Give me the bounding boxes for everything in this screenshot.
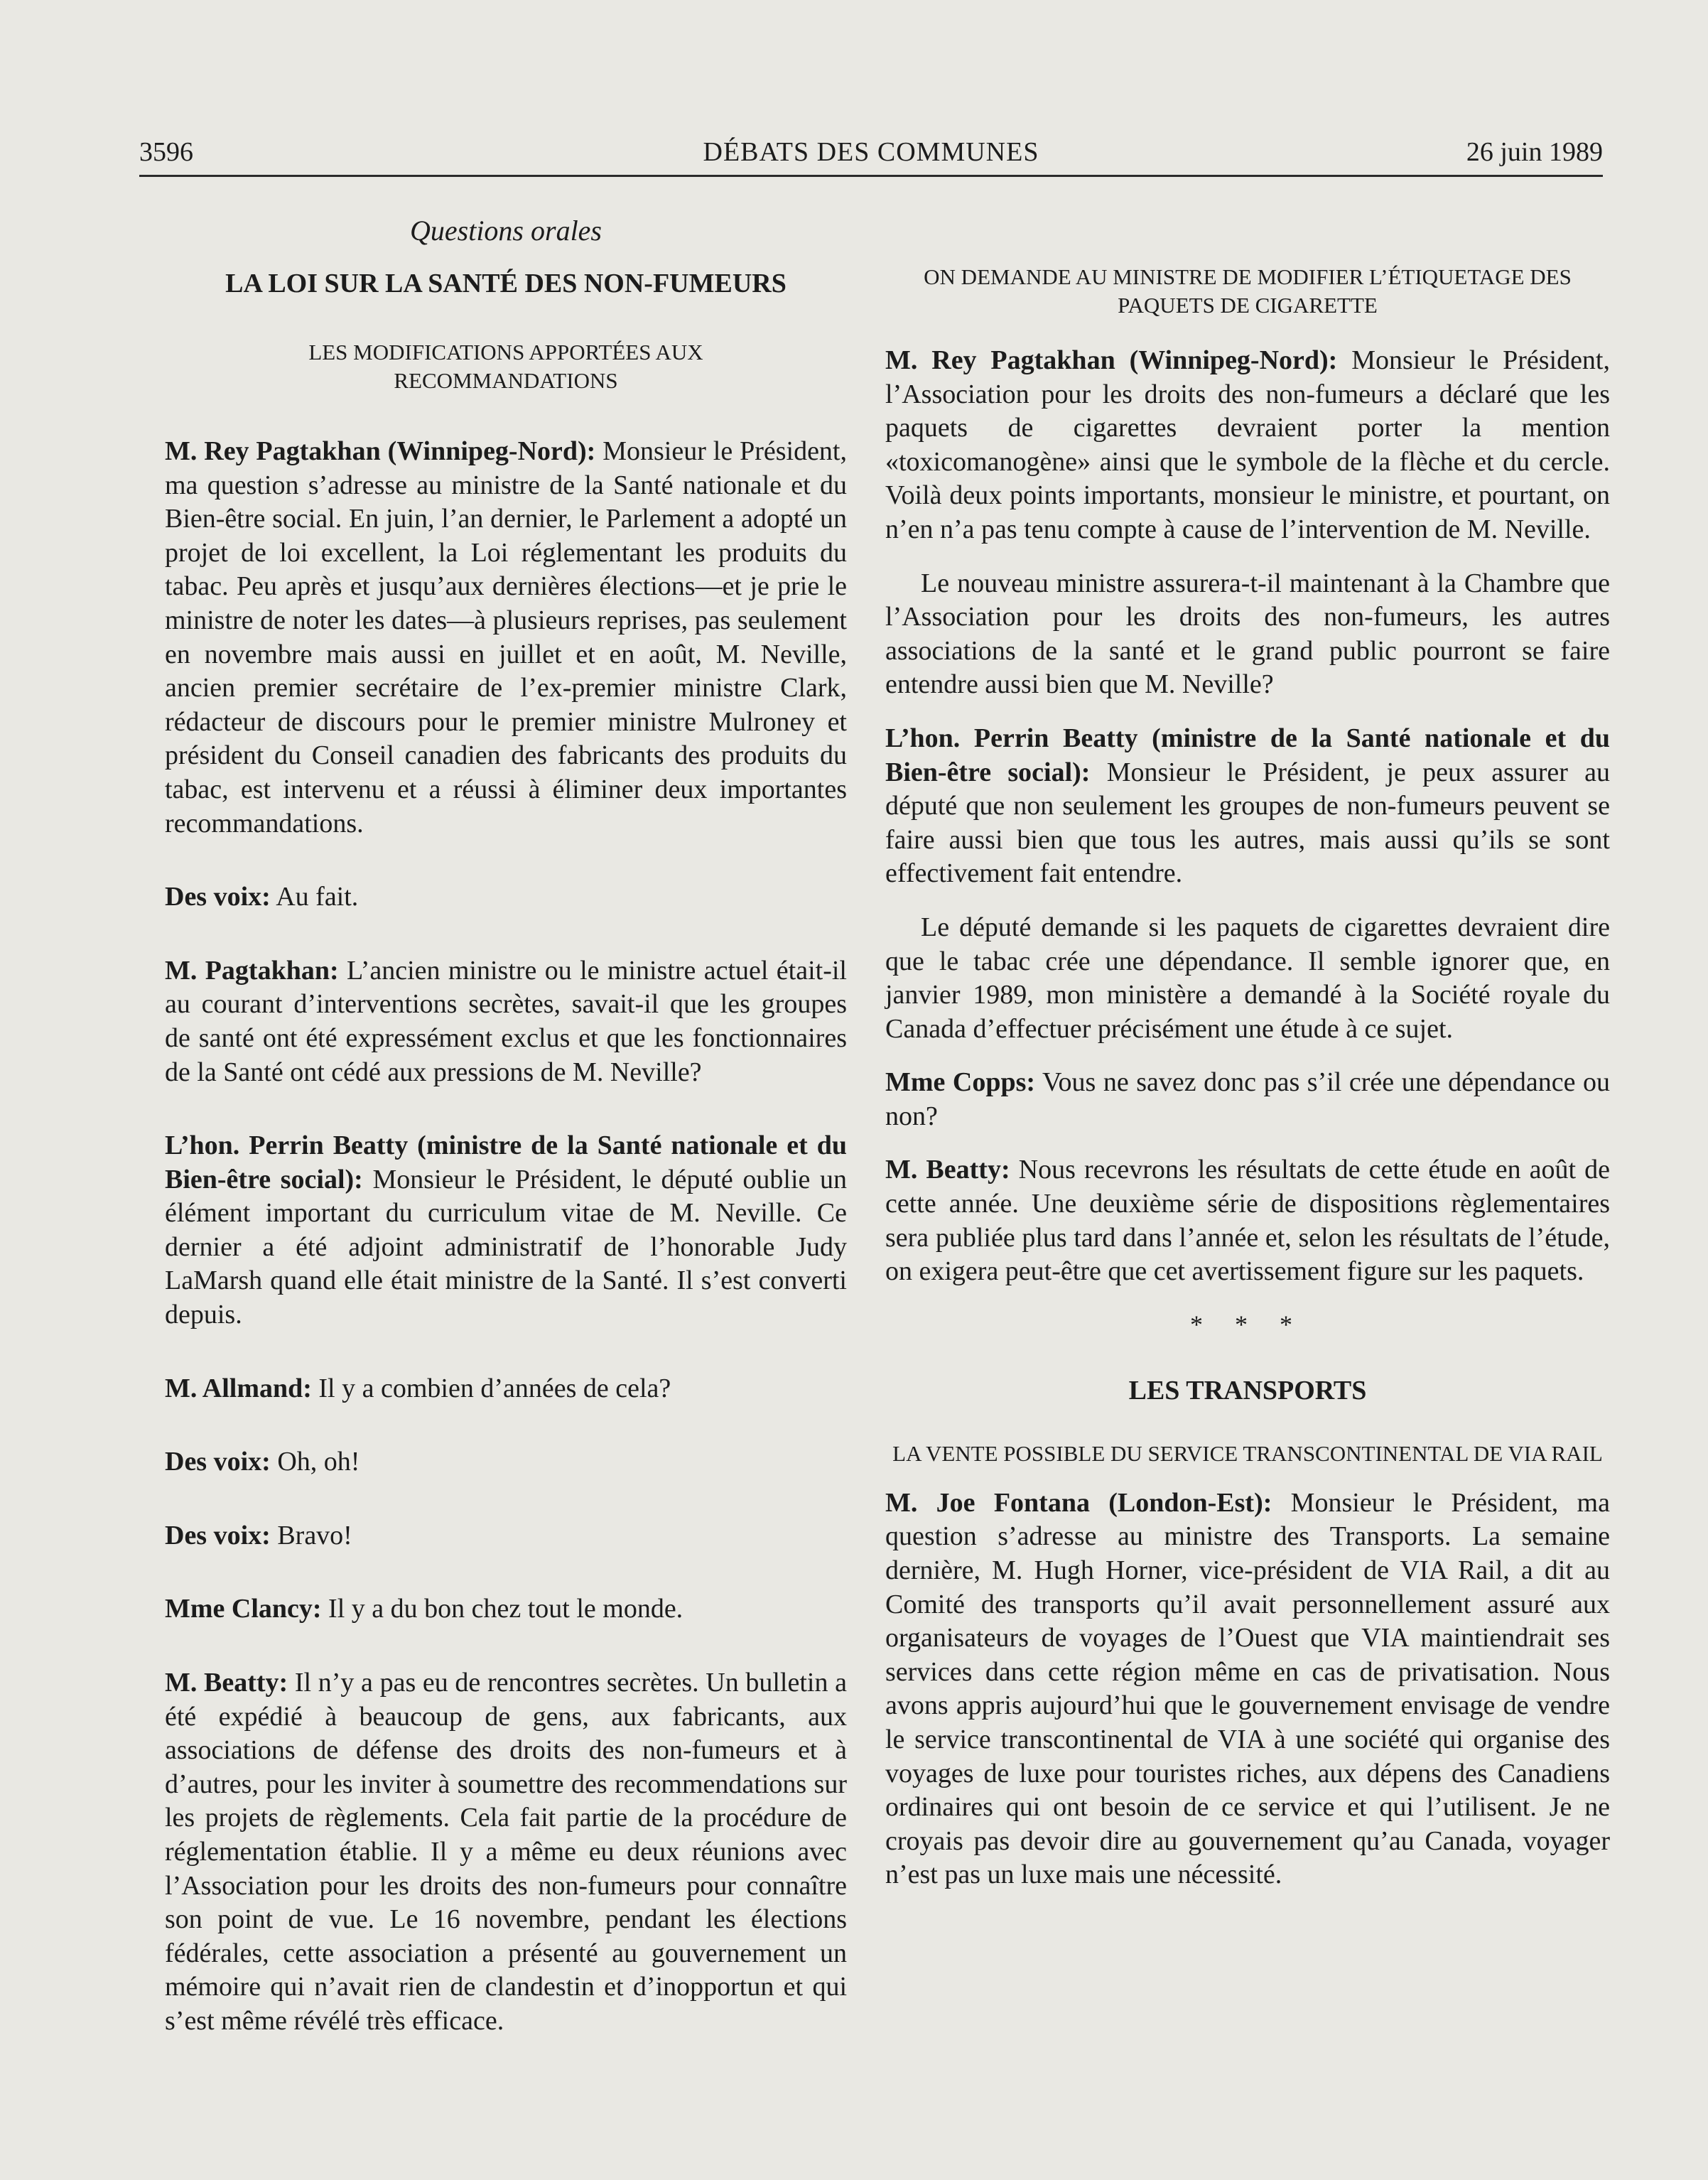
- speech-text: Monsieur le Président, l’Association pour les droits des non-fumeurs a déclaré que les paquets de cigarettes devraient porter la mention «toxicomanogène» ainsi que le symbole de la flèche et du cercle. Voilà deux points importants, monsieur le ministre, et pourtant, on n’en n’a pas tenu compte à cause de l’intervention de M. Neville.: [885, 345, 1610, 544]
- section-title: LA LOI SUR LA SANTÉ DES NON-FUMEURS: [225, 269, 787, 298]
- subhead: LES MODIFICATIONS APPORTÉES AUX RECOMMANDATIONS: [308, 340, 703, 393]
- speech-text: Le député demande si les paquets de cigarettes devraient dire que le tabac crée une dépendance. Il semble ignorer que, en janvier 1989, mon ministère a demandé à la Société royale du Canada d’effectuer précisément une étude à ce sujet.: [885, 912, 1610, 1044]
- subhead: LA VENTE POSSIBLE DU SERVICE TRANSCONTINENTAL DE VIA RAIL: [892, 1440, 1603, 1466]
- speaker: Mme Clancy:: [165, 1594, 322, 1624]
- section-kicker: Questions orales: [410, 215, 602, 247]
- speaker: Mme Copps:: [885, 1067, 1036, 1098]
- speaker: M. Rey Pagtakhan (Winnipeg-Nord):: [885, 345, 1338, 375]
- speaker: Des voix:: [165, 1520, 271, 1550]
- speech-paragraph: [885, 911, 1610, 1046]
- speech-text: Oh, oh!: [270, 1447, 360, 1477]
- speech-text: L’ancien ministre ou le ministre actuel était-il au courant d’interventions secrètes, savait-il que les groupes de santé ont été expressément exclus et que les fonctionnaires de la Santé ont cédé aux pressions de M. Neville?: [165, 955, 847, 1087]
- speaker: M. Rey Pagtakhan (Winnipeg-Nord):: [165, 436, 596, 466]
- speech-paragraph: [885, 1066, 1610, 1133]
- speech-paragraph: [165, 1666, 847, 2039]
- left-column: [165, 213, 847, 2039]
- speaker: M. Joe Fontana (London-Est):: [885, 1487, 1272, 1518]
- speech-paragraph: [165, 1445, 847, 1479]
- section-title: LES TRANSPORTS: [1128, 1375, 1367, 1405]
- speaker: M. Pagtakhan:: [165, 955, 339, 986]
- speaker: L’hon. Perrin Beatty (ministre de la Santé nationale et du Bien-être social):: [885, 723, 1610, 787]
- speaker: M. Beatty:: [165, 1668, 288, 1698]
- speech-paragraph: [885, 344, 1610, 547]
- speech-text: Bravo!: [270, 1520, 352, 1550]
- speech-text: Monsieur le Président, ma question s’adresse au ministre des Transports. La semaine dernière, M. Hugh Horner, vice-président de VIA Rail, a dit au Comité des transports qu’il avait personnellement assuré aux organisateurs de voyages de l’Ouest que VIA maintiendrait ses services dans cette région même en cas de privatisation. Nous avons appris aujourd’hui que le gouvernement envisage de vendre le service transcontinental de VIA à une société qui organise des voyages de luxe pour touristes riches, aux dépens des Canadiens ordinaires qui ont besoin de ce service et qui l’utilisent. Je ne croyais pas devoir dire au gouvernement qu’au Canada, voyager n’est pas un luxe mais une nécessité.: [885, 1487, 1610, 1890]
- speaker: M. Beatty:: [885, 1155, 1010, 1185]
- speech-text: Monsieur le Président, je peux assurer au député que non seulement les groupes de non-fumeurs peuvent se faire aussi bien que tous les autres, mais aussi qu’ils se sont effectivement fait entendre.: [885, 757, 1611, 889]
- speech-paragraph: [165, 1592, 847, 1626]
- speaker: Des voix:: [165, 1447, 271, 1477]
- running-title: DÉBATS DES COMMUNES: [703, 137, 1039, 167]
- speech-paragraph: [165, 1519, 847, 1553]
- page-date: 26 juin 1989: [1466, 137, 1603, 167]
- speech-text: Il n’y a pas eu de rencontres secrètes. Un bulletin a été expédié à beaucoup de gens, aux fabricants, aux associations de défense des droits des non-fumeurs et à d’autres, pour les inviter à soumettre des recommendations sur les projets de règlements. Cela fait partie de la procédure de réglementation établie. Il y a même eu deux réunions avec l’Association pour les droits des non-fumeurs pour connaître son point de vue. Le 16 novembre, pendant les élections fédérales, cette association a présenté au gouvernement un mémoire qui n’avait rien de clandestin et d’inopportun et qui s’est même révélé très efficace.: [165, 1668, 847, 2036]
- speech-text: Monsieur le Président, le député oublie un élément important du curriculum vitae de M. Neville. Ce dernier a été adjoint administratif de l’honorable Judy LaMarsh quand elle était ministre de la Santé. Il s’est converti depuis.: [165, 1164, 847, 1330]
- page-number: 3596: [139, 137, 193, 167]
- speech-text: Le nouveau ministre assurera-t-il maintenant à la Chambre que l’Association pour les droits des non-fumeurs, les autres associations de la santé et le grand public pourront se faire entendre aussi bien que M. Neville?: [885, 568, 1610, 700]
- speaker: L’hon. Perrin Beatty (ministre de la Santé nationale et du Bien-être social):: [165, 1131, 847, 1194]
- speech-paragraph: [885, 567, 1610, 702]
- speech-text: Il y a du bon chez tout le monde.: [321, 1594, 683, 1624]
- right-column: [885, 263, 1610, 1892]
- speech-paragraph: [165, 435, 847, 841]
- speech-paragraph: [885, 722, 1610, 891]
- speech-text: Il y a combien d’années de cela?: [311, 1373, 671, 1403]
- subhead: ON DEMANDE AU MINISTRE DE MODIFIER L’ÉTIQUETAGE DES PAQUETS DE CIGARETTE: [924, 264, 1572, 318]
- running-header: [139, 135, 1603, 177]
- speech-paragraph: [165, 1129, 847, 1332]
- speech-text: Au fait.: [270, 882, 359, 912]
- speech-text: Monsieur le Président, ma question s’adresse au ministre de la Santé nationale et du Bien-être social. En juin, l’an dernier, le Parlement a adopté un projet de loi excellent, la Loi réglementant les produits du tabac. Peu après et jusqu’aux dernières élections—et je prie le ministre de noter les dates—à plusieurs reprises, pas seulement en novembre mais aussi en juillet et en août, M. Neville, ancien premier secrétaire de l’ex-premier ministre Clark, rédacteur de discours pour le premier ministre Mulroney et président du Conseil canadien des fabricants des produits du tabac, est intervenu et a réussi à éliminer deux importantes recommandations.: [165, 436, 847, 838]
- speech-paragraph: [165, 954, 847, 1089]
- speech-text: Vous ne savez donc pas s’il crée une dépendance ou non?: [885, 1067, 1610, 1131]
- speaker: M. Allmand:: [165, 1373, 312, 1403]
- speech-paragraph: [165, 880, 847, 914]
- speech-paragraph: [885, 1153, 1610, 1288]
- speech-text: Nous recevrons les résultats de cette étude en août de cette année. Une deuxième série de dispositions règlementaires sera publiée plus tard dans l’année et, selon les résultats de l’étude, on exigera peut-être que cet avertissement figure sur les paquets.: [885, 1155, 1610, 1287]
- section-separator: * * *: [1190, 1310, 1305, 1339]
- speaker: Des voix:: [165, 882, 271, 912]
- speech-paragraph: [885, 1486, 1610, 1892]
- speech-paragraph: [165, 1372, 847, 1406]
